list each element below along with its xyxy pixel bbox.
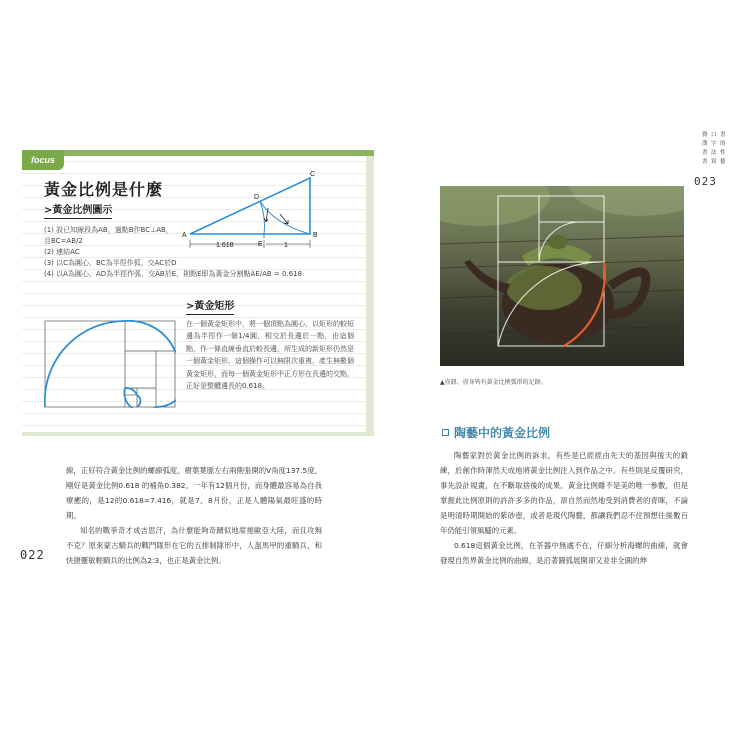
step-line: (4) 以A為圓心，AD為半徑作弧，交AB於E，則點E即為黃金分割點AE/AB = 0.618 bbox=[44, 270, 303, 278]
right-body-text bbox=[440, 448, 688, 568]
golden-section-diagram bbox=[176, 168, 336, 256]
focus-tab: focus bbox=[22, 150, 64, 170]
teapot-photo bbox=[440, 186, 684, 366]
background-foliage bbox=[570, 186, 684, 216]
side-index-char: 字 bbox=[711, 141, 717, 147]
paragraph: 陶藝家對於黃金比例的訴求，有些是已經經由先天的基因與後天的鍛練，於創作時渾然天成地將黃金比例注入到作品之中。有些則是反覆研究，事先設計規畫，在不斷取捨後的成果。黃金比例雖不是美的唯一參數，但是掌握此比例原則的許許多多的作品，卻自然而然地受到消費者的青睞，不論是明清時期開始的紫砂壺，或者是現代陶藝，都讓我們忍不住預想往後數百年仍能引領風騷的元素。 bbox=[440, 451, 688, 535]
side-index-char: 寫 bbox=[711, 159, 717, 165]
side-index-char: 書 bbox=[702, 150, 708, 156]
arrow-line bbox=[280, 214, 288, 224]
label-d: D bbox=[254, 194, 260, 201]
paragraph: 0.618這個黃金比例，在茶器中無處不在，仔細分析海螺的曲線，就會發現自然界黃金比例的曲線，是沿著圓弧展開卻又並非全圓的伸 bbox=[440, 541, 688, 565]
left-body-text bbox=[66, 463, 322, 568]
background-foliage bbox=[440, 186, 550, 226]
teapot-knob bbox=[548, 235, 568, 249]
triangle-abc bbox=[190, 178, 310, 234]
label-c: C bbox=[310, 171, 316, 178]
teapot-illustration bbox=[440, 186, 684, 366]
side-index-char: 法 bbox=[711, 150, 717, 156]
step-line: 且BC=AB/2 bbox=[44, 237, 83, 245]
photo-caption: ▲壺鈕、壺身皆有黃金比例弧形的足跡。 bbox=[440, 379, 547, 386]
page-number-left: 022 bbox=[20, 548, 45, 562]
golden-rectangle bbox=[45, 321, 175, 407]
golden-ratio-diagram-heading: >黃金比例圖示 bbox=[44, 201, 112, 219]
square-bullet-icon bbox=[442, 429, 449, 436]
label-a: A bbox=[182, 232, 187, 239]
paragraph: 線，正好符合黃金比例的螺線弧度。樹葉葉脈左右兩側張開的V角度137.5度，剛好是黃金比例0.618 的補角0.382。一年有12個月份，而身體最容易為自我療癒的，是12的0.618=7.416，就是7、8月份，正是人體陽氣最旺盛的時期。 bbox=[66, 466, 322, 520]
focus-right-bar bbox=[366, 156, 374, 436]
focus-bottom-bar bbox=[22, 432, 374, 436]
side-index-char: 性 bbox=[720, 150, 726, 156]
step-line: (1) 設已知線段為AB，過點B作BC⊥AB， bbox=[44, 226, 173, 234]
step-line: (3) 以C為圓心，BC為半徑作弧，交AC於D bbox=[44, 259, 177, 267]
side-index-char: 書 bbox=[702, 159, 708, 165]
label-b: B bbox=[313, 232, 318, 239]
section-title bbox=[442, 424, 550, 441]
focus-top-bar bbox=[22, 150, 374, 156]
section-title-text: 陶藝中的黃金比例 bbox=[454, 426, 551, 440]
page-number-right: 023 bbox=[694, 175, 717, 188]
side-index-char: 資 bbox=[702, 132, 708, 138]
golden-rectangle-text: 在一個黃金矩形中，將一個頂點為圓心，以矩形的較短邊為半徑作一個1/4圓，相交於長邊於一點，由這個點，作一條直線垂直於較長邊，所生成的新矩形仍然是一個黃金矩形，這個操作可以無限次重複，產生無數個黃金矩形，而每一個黃金矩形中正方形在長邊的交點，正好是整體邊長的0.618。 bbox=[186, 320, 354, 391]
label-eb-length: 1 bbox=[284, 242, 288, 249]
side-index-char: 口 bbox=[711, 132, 717, 138]
step-line: (2) 連結AC bbox=[44, 248, 80, 256]
golden-rectangle-heading: >黃金矩形 bbox=[186, 297, 234, 315]
teapot-spout bbox=[464, 260, 510, 294]
label-e: E bbox=[258, 241, 263, 248]
paragraph: 知名的戰爭奇才成吉思汗，為什麼能夠奇蹟似地席捲歐亞大陸，而且攻無不克？原來蒙古騎兵的戰鬥隊形在它的五排制隊形中，人盔馬甲的重騎兵，和快捷靈敏輕騎兵的比例為2:3，也正是黃金比例。 bbox=[66, 526, 322, 565]
side-index-char: 漢 bbox=[702, 141, 708, 147]
side-index-char: 藝 bbox=[720, 159, 726, 165]
side-index-char: 的 bbox=[720, 141, 726, 147]
side-index-grid bbox=[700, 128, 736, 168]
golden-spiral-diagram bbox=[44, 320, 176, 408]
focus-title: 黃金比例是什麼 bbox=[44, 180, 164, 199]
arc-cd bbox=[260, 201, 310, 234]
label-ae-length: 1.618 bbox=[216, 242, 234, 249]
side-index-char: 書 bbox=[720, 132, 726, 138]
